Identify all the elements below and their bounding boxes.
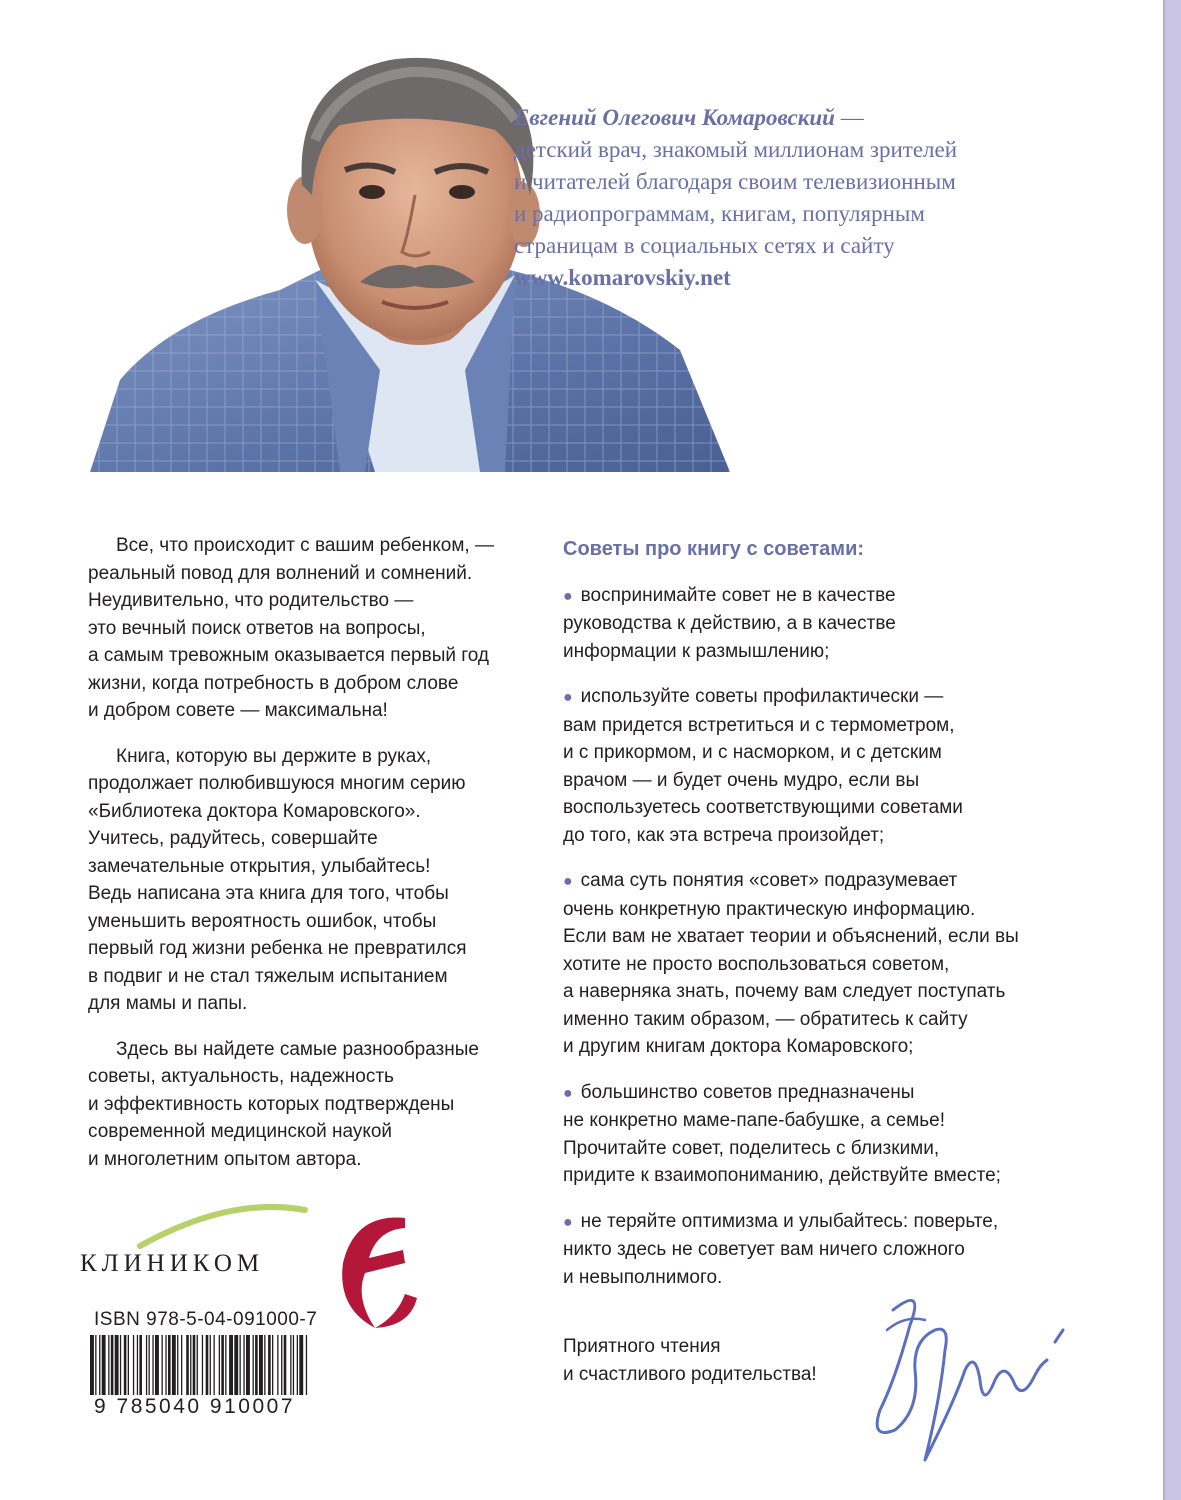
bio-line: страницам в социальных сетях и сайту [514, 233, 895, 258]
barcode-bar [246, 1335, 250, 1395]
intro-column [88, 532, 528, 1191]
bio-line: и читателей благодаря своим телевизионным [514, 169, 956, 194]
barcode-bar [277, 1335, 278, 1395]
barcode-bar [243, 1335, 244, 1395]
barcode-bar [172, 1335, 176, 1395]
tip-item [563, 1079, 1123, 1190]
barcode-bar [111, 1335, 114, 1395]
text-line: в подвиг и не стал тяжелым испытанием [88, 965, 448, 987]
barcode-bar [177, 1335, 178, 1395]
text-line: а самым тревожным оказывается первый год [88, 645, 490, 666]
text-line: до того, как эта встреча произойдет; [563, 824, 885, 846]
barcode-bar [128, 1335, 129, 1395]
text-line: хотите не просто воспользоваться советом, [563, 953, 950, 975]
publisher-logo-text: КЛИНИКОМ [80, 1250, 265, 1277]
spine-fold-line [1163, 0, 1165, 1500]
text-line: продолжает полюбившуюся многим серию [88, 773, 466, 794]
text-line: и невыполнимого. [563, 1266, 723, 1288]
text-line: и счастливого родительства! [563, 1363, 817, 1385]
barcode-bar [214, 1335, 215, 1395]
barcode-bar [181, 1335, 182, 1395]
eksmo-logo-icon [335, 1208, 420, 1338]
text-line: для мамы и папы. [88, 993, 248, 1014]
barcode-bar [299, 1335, 303, 1395]
barcode-bar [165, 1335, 166, 1395]
tip-item [563, 867, 1123, 1061]
barcode-bar [124, 1335, 127, 1395]
barcode-bar [281, 1335, 282, 1395]
barcode-bar [120, 1335, 121, 1395]
text-line: и многолетним опытом автора. [88, 1148, 362, 1170]
text-line: воспринимайте совет не в качестве [580, 584, 896, 606]
barcode-bar [193, 1335, 196, 1395]
text-line: Приятного чтения [563, 1336, 721, 1357]
text-line: Неудивительно, что родительство — [88, 590, 414, 611]
text-line: врачом — и будет очень мудро, если вы [563, 769, 920, 791]
barcode-bar [297, 1335, 298, 1395]
text-line: используйте советы профилактически — [580, 686, 944, 707]
tips-column [563, 536, 1123, 1309]
text-line: воспользуетесь соответствующими советами [563, 797, 963, 818]
text-line: руководства к действию, а в качестве [563, 613, 896, 634]
author-bio [514, 102, 1134, 294]
barcode-bar [108, 1335, 109, 1395]
barcode-number: 9 785040 910007 [94, 1395, 295, 1418]
text-line: и эффективность которых подтверждены [88, 1093, 455, 1115]
text-line: очень конкретную практическую информацию. [563, 898, 976, 920]
barcode-bar [149, 1335, 150, 1395]
bio-name-line [514, 102, 1134, 134]
bullet-icon: ● [563, 1213, 573, 1231]
bullet-icon: ● [563, 873, 573, 890]
barcode-bar [139, 1335, 142, 1395]
barcode-bar [162, 1335, 163, 1395]
text-line: вам придется встретиться и с термометром, [563, 714, 955, 736]
text-line: не конкретно маме-папе-бабушке, а семье! [563, 1110, 945, 1131]
text-line: придите к взаимопониманию, действуйте вместе; [563, 1165, 1001, 1186]
spine-edge [1165, 0, 1181, 1500]
bio-line: детский врач, знакомый миллионам зрителей [514, 137, 958, 162]
barcode-bar [229, 1335, 233, 1395]
barcode-bar [146, 1335, 147, 1395]
tip-first-line [563, 582, 1123, 611]
text-line: Ведь написана эта книга для того, чтобы [88, 883, 449, 904]
text-line: не теряйте оптимизма и улыбайтесь: поверьте, [580, 1210, 999, 1232]
barcode-bar [293, 1335, 294, 1395]
barcode-bar [115, 1335, 119, 1395]
text-line: современной медицинской наукой [88, 1121, 393, 1142]
text-line: Все, что происходит с вашим ребенком, — [116, 535, 494, 556]
text-line: информации к размышлению; [563, 640, 830, 662]
barcode-bar [264, 1335, 265, 1395]
barcode-bar [221, 1335, 224, 1395]
tips-heading: Советы про книгу с советами: [563, 538, 865, 560]
tip-item [563, 582, 1123, 666]
text-line: замечательные открытия, улыбайтесь! [88, 855, 431, 877]
tip-first-line [563, 1079, 1123, 1108]
barcode-bar [99, 1335, 100, 1395]
barcode-bar [133, 1335, 134, 1395]
bio-line: и радиопрограммам, книгам, популярным [514, 201, 925, 226]
text-line: Книга, которую вы держите в руках, [116, 745, 432, 767]
text-line: это вечный поиск ответов на вопросы, [88, 617, 426, 639]
barcode-bar [190, 1335, 191, 1395]
text-line: большинство советов предназначены [580, 1081, 915, 1103]
barcode-bar [219, 1335, 220, 1395]
barcode-bar [290, 1335, 291, 1395]
text-line: реальный повод для волнений и сомнений. [88, 562, 473, 584]
barcode-bar [102, 1335, 106, 1395]
text-line: и другим книгам доктора Комаровского; [563, 1036, 914, 1057]
intro-paragraph-3 [88, 1036, 528, 1174]
text-line: «Библиотека доктора Комаровского». [88, 800, 421, 822]
barcode-bar [168, 1335, 171, 1395]
text-line: Здесь вы найдете самые разнообразные [116, 1038, 479, 1060]
text-line: именно таким образом, — обратитесь к сайту [563, 1008, 968, 1030]
barcode-bar [95, 1335, 96, 1395]
text-line: Учитесь, радуйтесь, совершайте [88, 828, 378, 849]
author-name: Евгений Олегович Комаровский [514, 105, 835, 130]
intro-paragraph-2 [88, 743, 528, 1018]
text-line: советы, актуальность, надежность [88, 1066, 394, 1087]
tip-item [563, 1208, 1123, 1292]
barcode-bar [234, 1335, 238, 1395]
text-line: никто здесь не советует вам ничего сложного [563, 1239, 965, 1260]
barcode-bar [268, 1335, 271, 1395]
barcode-bar [210, 1335, 211, 1395]
bullet-icon: ● [563, 689, 573, 706]
text-line: уменьшить вероятность ошибок, чтобы [88, 910, 437, 932]
text-line: а наверняка знать, почему вам следует поступать [563, 981, 1006, 1002]
bio-dash: — [834, 105, 864, 130]
barcode-bar [152, 1335, 153, 1395]
text-line: первый год жизни ребенка не превратился [88, 938, 467, 959]
barcode-bar [306, 1335, 307, 1395]
barcode-bar [186, 1335, 189, 1395]
isbn-label: ISBN 978-5-04-091000-7 [94, 1309, 318, 1330]
tip-item [563, 683, 1123, 849]
bullet-icon: ● [563, 1084, 573, 1102]
barcode-bar [225, 1335, 226, 1395]
bullet-icon: ● [563, 587, 573, 605]
text-line: жизни, когда потребность в добром слове [88, 672, 459, 694]
author-website-link[interactable]: www.komarovskiy.net [514, 265, 731, 290]
barcode-bar [240, 1335, 241, 1395]
text-line: и добром совете — максимальна! [88, 700, 388, 721]
author-signature [865, 1290, 1085, 1475]
tip-first-line [563, 1208, 1123, 1237]
tip-first-line [563, 867, 1123, 896]
barcode-bar [259, 1335, 263, 1395]
barcode-bar [272, 1335, 273, 1395]
text-line: Если вам не хватает теории и объяснений, если вы [563, 926, 1019, 947]
barcode-bar [137, 1335, 138, 1395]
barcode-bar [197, 1335, 198, 1395]
closing-wish [563, 1333, 817, 1388]
tip-first-line [563, 683, 1123, 712]
barcode-bar [284, 1335, 287, 1395]
barcode-bar [253, 1335, 254, 1395]
barcode-bar [255, 1335, 258, 1395]
text-line: Прочитайте совет, поделитесь с близкими, [563, 1137, 940, 1159]
intro-paragraph-1 [88, 532, 528, 725]
barcode-bar [202, 1335, 203, 1395]
barcode-bar [90, 1335, 94, 1395]
barcode-bar [206, 1335, 209, 1395]
barcode-bar [155, 1335, 159, 1395]
barcode-graphic [88, 1335, 308, 1395]
text-line: и с прикормом, и с насморком, и с детским [563, 742, 942, 763]
text-line: сама суть понятия «совет» подразумевает [580, 870, 958, 891]
